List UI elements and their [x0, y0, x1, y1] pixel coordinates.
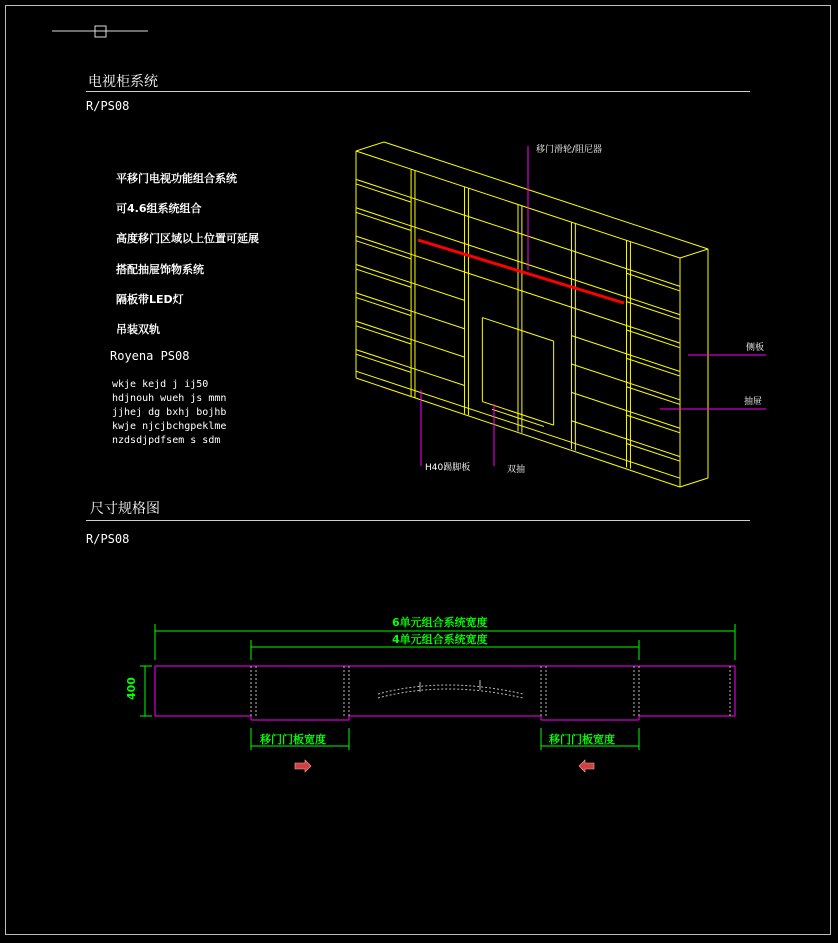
section2-title: 尺寸规格图: [90, 501, 160, 517]
feature-item: 搭配抽屉饰物系统: [116, 263, 204, 276]
callout-side-panel: 侧板: [746, 343, 765, 353]
dim-door-left: 移门门板宽度: [260, 733, 326, 746]
feature-item: 吊装双轨: [116, 323, 160, 336]
callout-drawer: 抽屉: [744, 397, 763, 407]
section1-title: 电视柜系统: [88, 74, 158, 90]
product-name: Royena PS08: [110, 349, 190, 363]
misc-line: kwje njcjbchgpeklme: [112, 421, 227, 432]
feature-item: 可4.6组系统组合: [116, 202, 202, 215]
feature-item: 隔板带LED灯: [116, 293, 184, 306]
misc-line: jjhej dg bxhj bojhb: [112, 407, 227, 418]
callout-double-drawer: 双抽: [507, 465, 526, 475]
misc-line: hdjnouh wueh js mmn: [112, 393, 227, 404]
callout-kickboard: H40踢脚板: [425, 463, 471, 473]
misc-line: wkje kejd j ij50: [112, 379, 209, 390]
misc-line: nzdsdjpdfsem s sdm: [112, 435, 221, 446]
arrow-left-icon: [579, 760, 594, 772]
section2-code: R/PS08: [86, 532, 130, 546]
dim-height: 400: [125, 677, 138, 700]
dim-door-right: 移门门板宽度: [549, 733, 615, 746]
dim-four-unit-width: 4单元组合系统宽度: [392, 633, 488, 646]
feature-item: 平移门电视功能组合系统: [116, 172, 237, 185]
feature-item: 高度移门区域以上位置可延展: [116, 232, 259, 245]
arrow-right-icon: [295, 760, 311, 772]
section1-code: R/PS08: [86, 99, 130, 113]
dim-six-unit-width: 6单元组合系统宽度: [392, 616, 488, 629]
callout-sliding-roller: 移门滑轮/阻尼器: [536, 145, 603, 155]
